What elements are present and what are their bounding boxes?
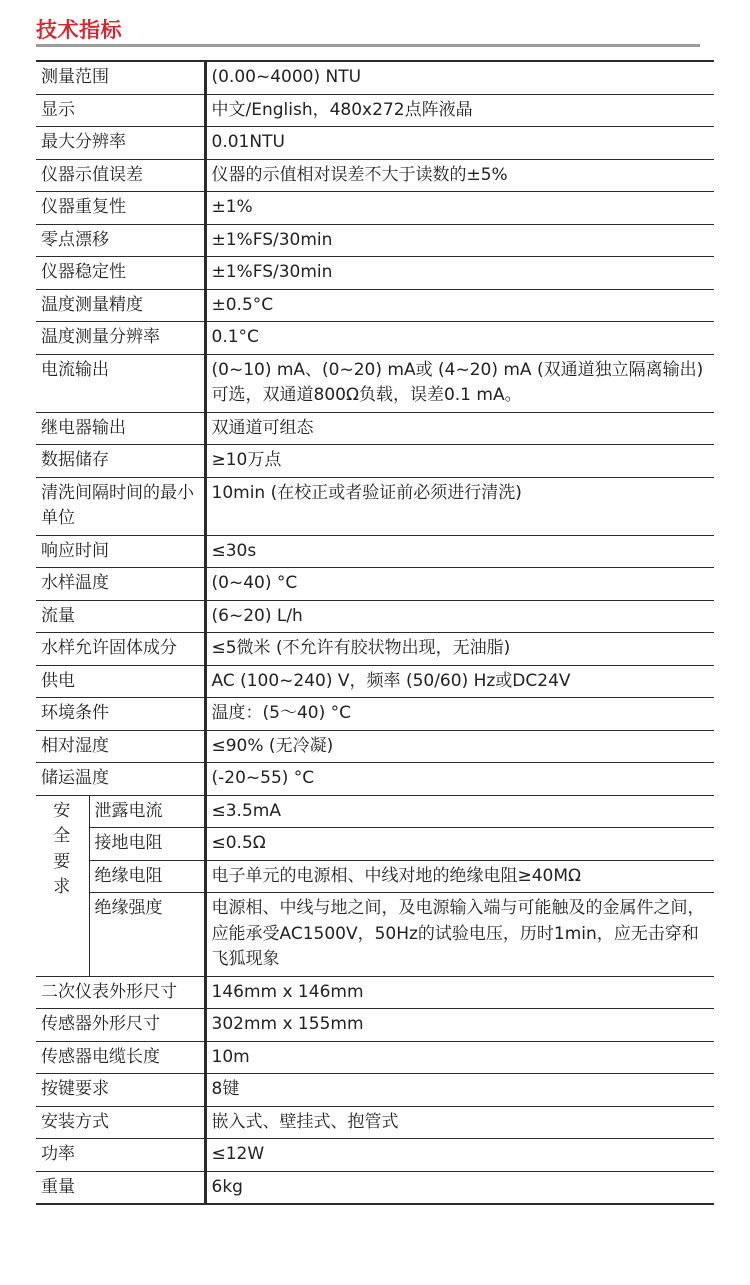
safety-spec-label: 绝缘强度: [89, 893, 205, 977]
safety-group-char: 安: [53, 800, 71, 821]
spec-value: 146mm x 146mm: [205, 976, 714, 1009]
spec-value: 仪器的示值相对误差不大于读数的±5%: [205, 159, 714, 192]
spec-row: [36, 61, 714, 94]
spec-label: 水样温度: [36, 568, 205, 601]
spec-label: 传感器外形尺寸: [36, 1009, 205, 1042]
safety-spec-row: [36, 828, 714, 861]
spec-label: 显示: [36, 94, 205, 127]
spec-label: 温度测量分辨率: [36, 322, 205, 355]
spec-row: [36, 159, 714, 192]
spec-value: 0.1°C: [205, 322, 714, 355]
spec-label: 零点漂移: [36, 224, 205, 257]
spec-row: [36, 1106, 714, 1139]
spec-label: 清洗间隔时间的最小单位: [36, 477, 205, 535]
safety-group-label: [36, 795, 89, 976]
spec-row: [36, 289, 714, 322]
spec-label: 功率: [36, 1139, 205, 1172]
spec-value: ±1%FS/30min: [205, 224, 714, 257]
spec-label: 相对湿度: [36, 730, 205, 763]
spec-row: [36, 94, 714, 127]
spec-value: ≤90% (无冷凝): [205, 730, 714, 763]
spec-row: [36, 257, 714, 290]
safety-spec-label: 绝缘电阻: [89, 860, 205, 893]
spec-value: 302mm x 155mm: [205, 1009, 714, 1042]
spec-label: 电流输出: [36, 354, 205, 412]
spec-label: 测量范围: [36, 61, 205, 94]
spec-value: (6~20) L/h: [205, 600, 714, 633]
spec-value: (0~40) °C: [205, 568, 714, 601]
spec-row: [36, 976, 714, 1009]
spec-value: (0.00~4000) NTU: [205, 61, 714, 94]
spec-label: 供电: [36, 665, 205, 698]
spec-row: [36, 322, 714, 355]
spec-value: AC (100~240) V，频率 (50/60) Hz或DC24V: [205, 665, 714, 698]
spec-label: 仪器示值误差: [36, 159, 205, 192]
spec-row: [36, 730, 714, 763]
spec-value: ±0.5°C: [205, 289, 714, 322]
spec-label: 仪器稳定性: [36, 257, 205, 290]
spec-value: 双通道可组态: [205, 412, 714, 445]
spec-row: [36, 568, 714, 601]
spec-label: 二次仪表外形尺寸: [36, 976, 205, 1009]
safety-spec-row: [36, 795, 714, 828]
spec-label: 按键要求: [36, 1074, 205, 1107]
spec-table: [36, 60, 714, 1205]
spec-value: ≥10万点: [205, 445, 714, 478]
spec-label: 环境条件: [36, 698, 205, 731]
safety-spec-label: 泄露电流: [89, 795, 205, 828]
spec-row: [36, 354, 714, 412]
spec-table-body: [36, 61, 714, 1204]
safety-spec-label: 接地电阻: [89, 828, 205, 861]
spec-row: [36, 1171, 714, 1204]
safety-spec-row: [36, 860, 714, 893]
spec-label: 重量: [36, 1171, 205, 1204]
safety-group-char: 求: [53, 877, 71, 897]
spec-label: 响应时间: [36, 535, 205, 568]
safety-spec-value: ≤0.5Ω: [205, 828, 714, 861]
spec-row: [36, 763, 714, 796]
title-underline: [36, 44, 700, 47]
spec-row: [36, 1074, 714, 1107]
spec-label: 流量: [36, 600, 205, 633]
spec-row: [36, 600, 714, 633]
safety-group-char: 全: [53, 826, 71, 846]
spec-value: (-20~55) °C: [205, 763, 714, 796]
spec-value: (0~10) mA、(0~20) mA或 (4~20) mA (双通道独立隔离输出) 可选，双通道800Ω负载，误差0.1 mA。: [205, 354, 714, 412]
spec-label: 安装方式: [36, 1106, 205, 1139]
spec-label: 水样允许固体成分: [36, 633, 205, 666]
spec-value: 8键: [205, 1074, 714, 1107]
spec-label: 储运温度: [36, 763, 205, 796]
spec-value: 10min (在校正或者验证前必须进行清洗): [205, 477, 714, 535]
spec-value: ≤5微米 (不允许有胶状物出现，无油脂): [205, 633, 714, 666]
spec-label: 传感器电缆长度: [36, 1041, 205, 1074]
spec-value: 10m: [205, 1041, 714, 1074]
spec-value: ±1%FS/30min: [205, 257, 714, 290]
spec-row: [36, 1041, 714, 1074]
spec-row: [36, 127, 714, 160]
spec-value: 温度：(5～40) °C: [205, 698, 714, 731]
spec-value: 中文/English，480x272点阵液晶: [205, 94, 714, 127]
safety-spec-row: [36, 893, 714, 977]
spec-row: [36, 412, 714, 445]
spec-row: [36, 1139, 714, 1172]
spec-row: [36, 633, 714, 666]
spec-value: 嵌入式、壁挂式、抱管式: [205, 1106, 714, 1139]
spec-value: 6kg: [205, 1171, 714, 1204]
spec-value: ≤12W: [205, 1139, 714, 1172]
spec-label: 最大分辨率: [36, 127, 205, 160]
spec-label: 仪器重复性: [36, 192, 205, 225]
spec-row: [36, 535, 714, 568]
spec-row: [36, 665, 714, 698]
spec-value: 0.01NTU: [205, 127, 714, 160]
safety-spec-value: 电源相、中线与地之间，及电源输入端与可能触及的金属件之间，应能承受AC1500V，50Hz的试验电压，历时1min，应无击穿和飞狐现象: [205, 893, 714, 977]
spec-label: 温度测量精度: [36, 289, 205, 322]
spec-row: [36, 698, 714, 731]
spec-row: [36, 1009, 714, 1042]
spec-value: ±1%: [205, 192, 714, 225]
spec-label: 数据储存: [36, 445, 205, 478]
spec-row: [36, 192, 714, 225]
safety-group-char: 要: [53, 851, 71, 872]
safety-spec-value: 电子单元的电源相、中线对地的绝缘电阻≥40MΩ: [205, 860, 714, 893]
spec-label: 继电器输出: [36, 412, 205, 445]
safety-spec-value: ≤3.5mA: [205, 795, 714, 828]
spec-row: [36, 445, 714, 478]
spec-row: [36, 477, 714, 535]
spec-value: ≤30s: [205, 535, 714, 568]
spec-row: [36, 224, 714, 257]
section-title: 技术指标: [36, 18, 122, 42]
